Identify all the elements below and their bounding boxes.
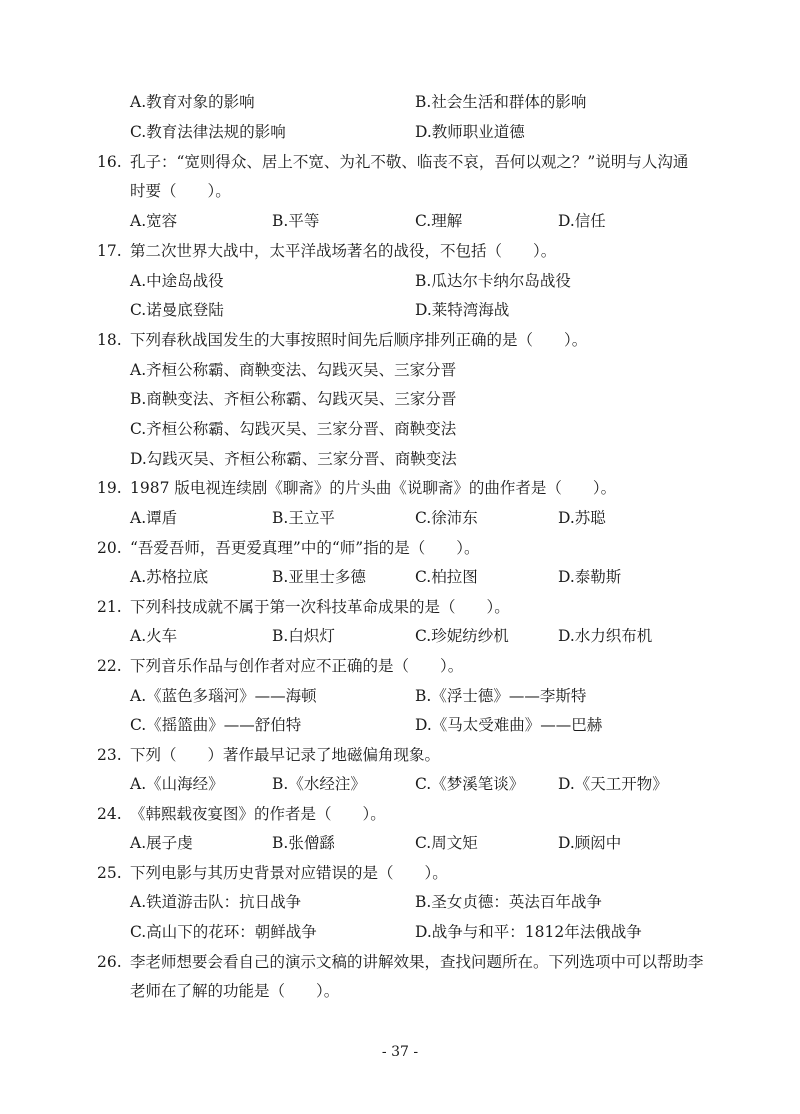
q23-stem: 下列（ ）著作最早记录了地磁偏角现象。 (130, 746, 441, 764)
q18-option-b: B.商鞅变法、齐桓公称霸、勾践灭吴、三家分晋 (130, 390, 457, 408)
q19-option-d: D.苏聪 (558, 509, 606, 527)
q25-number: 25. (97, 864, 122, 882)
q20-option-a: A.苏格拉底 (130, 568, 209, 586)
q15-option-a: A.教育对象的影响 (130, 93, 255, 111)
page-number: - 37 - (381, 1044, 419, 1060)
q19-option-c: C.徐沛东 (415, 509, 478, 527)
q15-option-c: C.教育法律法规的影响 (130, 123, 286, 141)
q18-option-d: D.勾践灭吴、齐桓公称霸、三家分晋、商鞅变法 (130, 450, 457, 468)
q25-option-c: C.高山下的花环：朝鲜战争 (130, 923, 317, 941)
q22-option-c: C.《摇篮曲》——舒伯特 (130, 716, 302, 734)
q21-option-d: D.水力织布机 (558, 627, 653, 645)
q17-option-b: B.瓜达尔卡纳尔岛战役 (415, 272, 571, 290)
q20-option-b: B.亚里士多德 (272, 568, 366, 586)
q25-option-a: A.铁道游击队：抗日战争 (130, 893, 302, 911)
q23-option-a: A.《山海经》 (130, 775, 224, 793)
q19-stem: 1987 版电视连续剧《聊斋》的片头曲《说聊斋》的曲作者是（ ）。 (130, 479, 617, 497)
q20-option-c: C.柏拉图 (415, 568, 478, 586)
q22-option-b: B.《浮士德》——李斯特 (415, 687, 587, 705)
q20-number: 20. (97, 539, 122, 557)
q17-option-d: D.莱特湾海战 (415, 301, 510, 319)
q21-option-c: C.珍妮纺纱机 (415, 627, 509, 645)
q17-option-a: A.中途岛战役 (130, 272, 224, 290)
q23-option-d: D.《天工开物》 (558, 775, 668, 793)
q24-option-b: B.张僧繇 (272, 834, 335, 852)
q16-number: 16. (97, 153, 122, 171)
q21-stem: 下列科技成就不属于第一次科技革命成果的是（ ）。 (130, 598, 510, 616)
q21-option-b: B.白炽灯 (272, 627, 335, 645)
q25-stem: 下列电影与其历史背景对应错误的是（ ）。 (130, 864, 448, 882)
q21-option-a: A.火车 (130, 627, 178, 645)
q16-option-d: D.信任 (558, 212, 606, 230)
q19-number: 19. (97, 479, 122, 497)
q17-stem: 第二次世界大战中，太平洋战场著名的战役，不包括（ ）。 (130, 242, 557, 260)
q18-number: 18. (97, 331, 122, 349)
q23-option-b: B.《水经注》 (272, 775, 366, 793)
q18-option-a: A.齐桓公称霸、商鞅变法、勾践灭吴、三家分晋 (130, 361, 457, 379)
q16-option-c: C.理解 (415, 212, 463, 230)
q22-option-d: D.《马太受难曲》——巴赫 (415, 716, 603, 734)
q16-option-b: B.平等 (272, 212, 320, 230)
q20-option-d: D.泰勒斯 (558, 568, 622, 586)
q24-stem: 《韩熙载夜宴图》的作者是（ ）。 (130, 805, 386, 823)
q18-stem: 下列春秋战国发生的大事按照时间先后顺序排列正确的是（ ）。 (130, 331, 588, 349)
q16-stem-line2: 时要（ ）。 (130, 182, 231, 200)
q26-stem-line2: 老师在了解的功能是（ ）。 (130, 982, 340, 1000)
q22-option-a: A.《蓝色多瑙河》——海顿 (130, 687, 317, 705)
q22-number: 22. (97, 657, 122, 675)
q24-option-c: C.周文矩 (415, 834, 478, 852)
q17-option-c: C.诺曼底登陆 (130, 301, 224, 319)
q25-option-b: B.圣女贞德：英法百年战争 (415, 893, 602, 911)
q15-option-d: D.教师职业道德 (415, 123, 525, 141)
q16-stem-line1: 孔子：“宽则得众、居上不宽、为礼不敬、临丧不哀，吾何以观之？”说明与人沟通 (130, 153, 689, 171)
q24-option-a: A.展子虔 (130, 834, 193, 852)
q16-option-a: A.宽容 (130, 212, 178, 230)
q19-option-b: B.王立平 (272, 509, 335, 527)
q17-number: 17. (97, 242, 122, 260)
q23-option-c: C.《梦溪笔谈》 (415, 775, 525, 793)
q23-number: 23. (97, 746, 122, 764)
q21-number: 21. (97, 598, 122, 616)
q22-stem: 下列音乐作品与创作者对应不正确的是（ ）。 (130, 657, 464, 675)
q24-number: 24. (97, 805, 122, 823)
q26-number: 26. (97, 953, 122, 971)
q20-stem: “吾爱吾师，吾更爱真理”中的“师”指的是（ ）。 (130, 539, 480, 557)
q26-stem-line1: 李老师想要会看自己的演示文稿的讲解效果，查找问题所在。下列选项中可以帮助李 (130, 953, 704, 971)
q24-option-d: D.顾闳中 (558, 834, 622, 852)
q15-option-b: B.社会生活和群体的影响 (415, 93, 587, 111)
q25-option-d: D.战争与和平：1812年法俄战争 (415, 923, 642, 941)
q19-option-a: A.谭盾 (130, 509, 178, 527)
q18-option-c: C.齐桓公称霸、勾践灭吴、三家分晋、商鞅变法 (130, 420, 457, 438)
